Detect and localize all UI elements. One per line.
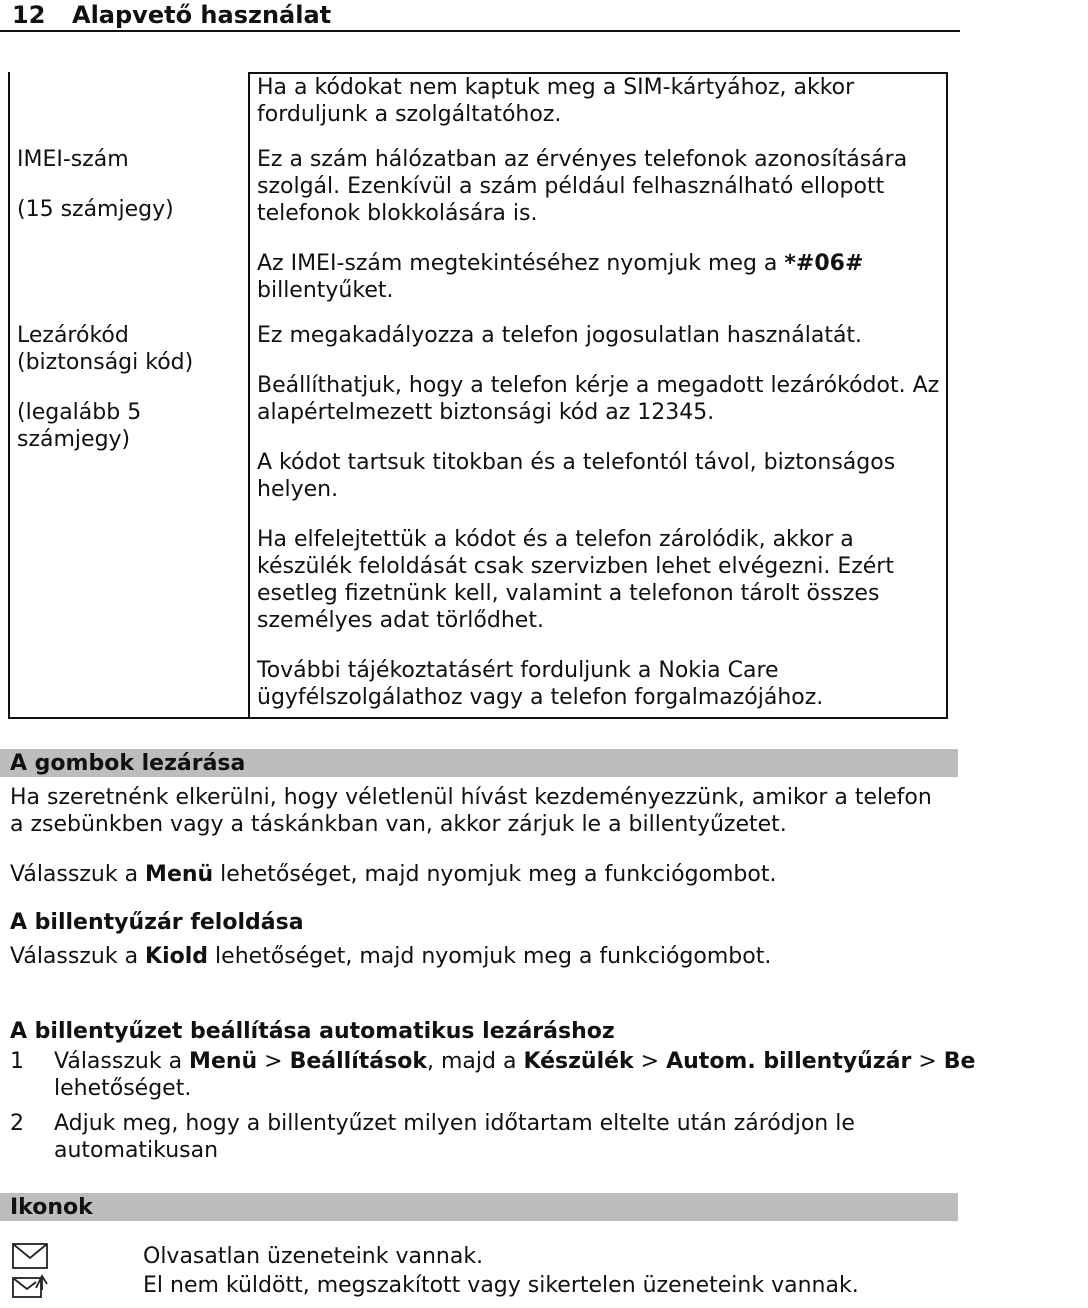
- lock-desc-line: helyen.: [257, 477, 339, 502]
- lock-desc-line: Beállíthatjuk, hogy a telefon kérje a megadott lezárókódot. Az: [257, 373, 940, 398]
- lock-desc-line: A kódot tartsuk titokban és a telefontól távol, biztonságos: [257, 450, 896, 475]
- autolock-heading: A billentyűzet beállítása automatikus lezáráshoz: [10, 1019, 615, 1044]
- lock-desc-line: készülék feloldását csak szervizben lehet elvégezni. Ezért: [257, 554, 894, 579]
- unlock-instruction: Válasszuk a Kiold lehetőséget, majd nyomjuk meg a funkciógombot.: [10, 944, 772, 969]
- keylock-intro-line: a zsebünkben vagy a táskánkban van, akkor zárjuk le a billentyűzetet.: [10, 812, 787, 837]
- lock-desc-line: esetleg fizetnünk kell, valamint a telefonon tárolt összes: [257, 581, 880, 606]
- kiold-keyword: Kiold: [145, 944, 209, 969]
- lock-desc-line: Ha elfelejtettük a kódot és a telefon zárolódik, akkor a: [257, 527, 854, 552]
- lock-desc-line: személyes adat törlődhet.: [257, 608, 544, 633]
- lock-desc-line: ügyfélszolgálathoz vagy a telefon forgalmazójához.: [257, 685, 824, 710]
- imei-code: *#06#: [784, 251, 864, 276]
- table-cell-text: Ha a kódokat nem kaptuk meg a SIM-kártyához, akkor: [257, 75, 855, 100]
- lock-code-label: (biztonsági kód): [17, 350, 194, 375]
- imei-label: IMEI-szám: [17, 147, 129, 172]
- envelope-icon: [12, 1243, 48, 1269]
- keylock-instruction: Válasszuk a Menü lehetőséget, majd nyomjuk meg a funkciógombot.: [10, 862, 777, 887]
- step-number: 1: [10, 1049, 24, 1074]
- step-number: 2: [10, 1111, 24, 1136]
- section-bar: [0, 1193, 958, 1221]
- table-cell-text: forduljunk a szolgáltatóhoz.: [257, 102, 562, 127]
- imei-desc-line: Ez a szám hálózatban az érvényes telefonok azonosítására: [257, 147, 908, 172]
- icon-description: El nem küldött, megszakított vagy sikertelen üzeneteink vannak.: [143, 1273, 859, 1298]
- keylock-intro-line: Ha szeretnénk elkerülni, hogy véletlenül hívást kezdeményezzünk, amikor a telefon: [10, 785, 932, 810]
- icon-description: Olvasatlan üzeneteink vannak.: [143, 1244, 484, 1269]
- lock-desc-line: alapértelmezett biztonsági kód az 12345.: [257, 400, 715, 425]
- section-title: Alapvető használat: [72, 1, 332, 29]
- keylock-section-title: A gombok lezárása: [10, 751, 246, 776]
- step-1-text: Válasszuk a Menü > Beállítások, majd a Készülék > Autom. billentyűzár > Be: [54, 1049, 976, 1074]
- step-2-text-cont: automatikusan: [54, 1138, 219, 1163]
- imei-sublabel: (15 számjegy): [17, 197, 174, 222]
- lock-code-label: Lezárókód: [17, 323, 129, 348]
- imei-view-instruction: Az IMEI-szám megtekintéséhez nyomjuk meg a *#06#: [257, 251, 864, 276]
- page-number: 12: [12, 1, 46, 29]
- imei-desc-line: telefonok blokkolására is.: [257, 201, 538, 226]
- unsent-envelope-icon: [12, 1272, 48, 1298]
- menu-keyword: Menü: [145, 862, 214, 887]
- lock-desc-line: Ez megakadályozza a telefon jogosulatlan használatát.: [257, 323, 863, 348]
- icons-section-title: Ikonok: [10, 1195, 93, 1220]
- lock-code-label: (legalább 5: [17, 400, 142, 425]
- step-2-text: Adjuk meg, hogy a billentyűzet milyen időtartam eltelte után záródjon le: [54, 1111, 855, 1136]
- table-column-divider: [248, 72, 250, 719]
- lock-code-label: számjegy): [17, 427, 131, 452]
- unlock-heading: A billentyűzár feloldása: [10, 910, 304, 935]
- step-1-text-cont: lehetőséget.: [54, 1076, 192, 1101]
- imei-view-instruction-cont: billentyűket.: [257, 278, 394, 303]
- lock-desc-line: További tájékoztatásért forduljunk a Nokia Care: [257, 658, 779, 683]
- imei-desc-line: szolgál. Ezenkívül a szám például felhasználható ellopott: [257, 174, 885, 199]
